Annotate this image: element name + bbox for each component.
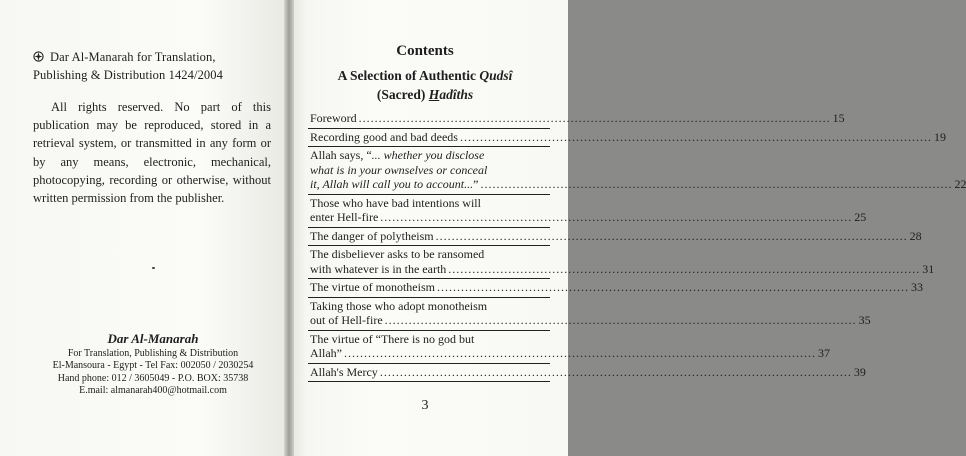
- toc-entry[interactable]: Taking those who adopt monotheism out of Hell-fire ..... 35: [308, 298, 550, 331]
- contents-heading: Contents: [396, 43, 454, 59]
- toc-entry-page: 31: [922, 261, 935, 276]
- toc-entry-page: 35: [858, 313, 871, 327]
- book-title: [310, 66, 540, 104]
- toc-entry-quote: it, Allah will call you to account...: [310, 177, 474, 191]
- imprint-line: For Translation, Publishing & Distribution: [67, 348, 239, 359]
- toc-entry-title: Foreword: [310, 111, 357, 125]
- toc-entry[interactable]: Allah says, “... whether you disclose what is in your ownselves or conceal it, Allah will call you to account... ” ..... 22: [308, 147, 550, 195]
- imprint-name: Dar Al-Manarah: [107, 331, 199, 346]
- publisher-line-text: Dar Al-Manarah for Translation, Publishing & Distribution 1424/2004: [33, 50, 223, 82]
- toc-entry[interactable]: [308, 279, 923, 298]
- table-of-contents: [308, 110, 966, 382]
- toc-entry[interactable]: [308, 364, 866, 383]
- toc-entry-title: The danger of polytheism: [310, 228, 434, 243]
- publisher-imprint: [40, 330, 266, 398]
- toc-entry-title: enter Hell-fire: [310, 210, 379, 224]
- toc-entry-title: The virtue of monotheism: [310, 280, 435, 294]
- toc-entry-quote: what is in your ownselves or conceal: [310, 162, 488, 177]
- imprint-line: Hand phone: 012 / 3605049 - P.O. BOX: 35738: [57, 372, 249, 384]
- toc-entry-page: 39: [853, 364, 866, 379]
- toc-entry[interactable]: Those who have bad intentions will enter Hell-fire ..... 25: [308, 195, 550, 228]
- book-title-line-2: (Sacred) Hadîths: [376, 87, 474, 102]
- toc-entry-title: Allah”: [310, 346, 342, 360]
- toc-entry-page: 33: [910, 280, 923, 294]
- toc-entry-page: 15: [832, 111, 845, 125]
- book-title-line-1: A Selection of Authentic Qudsî: [337, 68, 513, 83]
- publisher-line: [33, 48, 261, 84]
- toc-entry-lead: Allah says, “: [310, 148, 372, 162]
- toc-entry[interactable]: [308, 110, 845, 129]
- toc-entry-title: with whatever is in the earth: [310, 261, 447, 276]
- toc-entry-page: 37: [818, 346, 830, 360]
- toc-entry-title: out of Hell-fire: [310, 313, 383, 327]
- toc-entry[interactable]: [308, 228, 922, 247]
- toc-entry[interactable]: [308, 129, 946, 148]
- toc-entry-title: Recording good and bad deeds: [310, 129, 458, 144]
- toc-entry-page: 22: [954, 177, 966, 191]
- toc-entry-page: 19: [933, 129, 946, 144]
- print-speck: [152, 267, 155, 269]
- imprint-line: El-Mansoura - Egypt - Tel Fax: 002050 / 2030254: [52, 360, 254, 372]
- rights-notice: All rights reserved. No part of this publication may be reproduced, stored in a retrieval system, or transmitted in any form or by any means, electronic, mechanical, photocopying, recording or otherwise, without written permission from the publisher.: [33, 100, 271, 206]
- toc-entry[interactable]: The disbeliever asks to be ransomed with whatever is in the earth ..... 31: [308, 246, 550, 279]
- toc-entry-title: Allah's Mercy: [310, 364, 378, 379]
- imprint-line: E.mail: almanarah400@hotmail.com: [79, 385, 227, 397]
- toc-entry-page: 25: [854, 210, 867, 224]
- toc-entry[interactable]: The virtue of “There is no god but Allah” ..... 37: [308, 331, 550, 364]
- toc-entry-page: 28: [909, 228, 922, 243]
- book-gutter: [284, 0, 294, 456]
- page-number: 3: [421, 398, 429, 413]
- decorative-star-icon: [33, 51, 44, 62]
- toc-entry-quote: ... whether you disclose: [371, 148, 485, 162]
